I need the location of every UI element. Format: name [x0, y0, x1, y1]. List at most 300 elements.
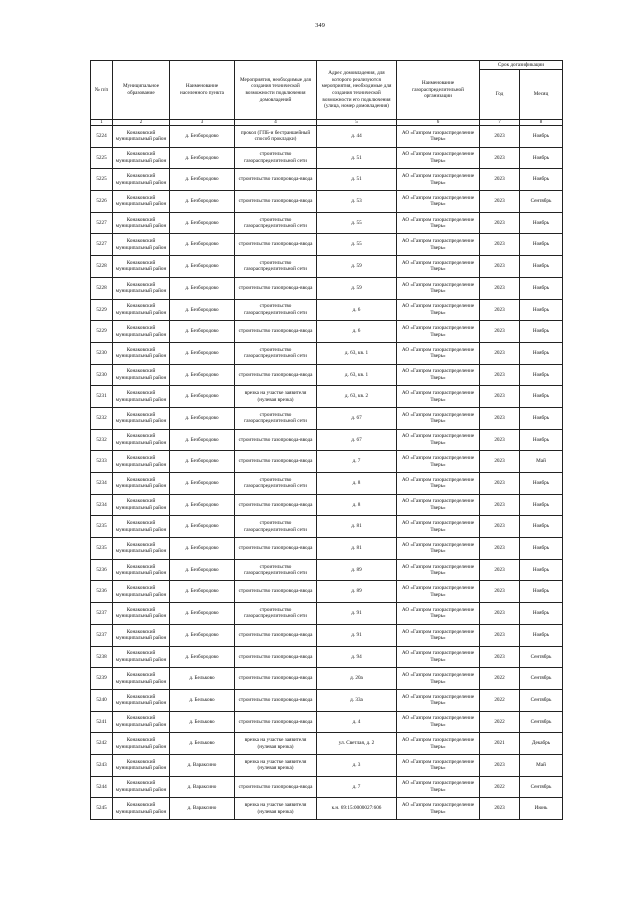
- settlement-cell: д. Бельково: [170, 689, 235, 711]
- organization-cell: АО «Газпром газораспределение Тверь»: [397, 668, 480, 690]
- year-cell: 2023: [480, 212, 520, 234]
- settlement-cell: д. Безбородово: [170, 559, 235, 581]
- row-number: 5243: [91, 754, 113, 776]
- table-row: [91, 321, 563, 343]
- settlement-cell: д. Безбородово: [170, 321, 235, 343]
- header-address: Адрес домовладения, для которого реализуются мероприятия, необходимые для создания технической возможности его подключения (улица, номер домовладения): [317, 61, 397, 120]
- organization-cell: АО «Газпром газораспределение Тверь»: [397, 212, 480, 234]
- settlement-cell: д. Безбородово: [170, 494, 235, 516]
- table-row: [91, 451, 563, 473]
- organization-cell: АО «Газпром газораспределение Тверь»: [397, 126, 480, 148]
- measure-cell: строительство газопровода-ввода: [235, 646, 317, 668]
- address-cell: д. 67: [317, 407, 397, 429]
- address-cell: д. 53: [317, 191, 397, 213]
- row-number: 5229: [91, 321, 113, 343]
- municipality-cell: Конаковский муниципальный район: [113, 429, 170, 451]
- municipality-cell: Конаковский муниципальный район: [113, 473, 170, 495]
- measure-cell: строительство газопровода-ввода: [235, 581, 317, 603]
- address-cell: д. 63, кв. 1: [317, 342, 397, 364]
- month-cell: Ноябрь: [520, 386, 563, 408]
- settlement-cell: д. Безбородово: [170, 646, 235, 668]
- column-number: 7: [480, 120, 520, 126]
- month-cell: Ноябрь: [520, 147, 563, 169]
- year-cell: 2022: [480, 776, 520, 798]
- year-cell: 2023: [480, 798, 520, 820]
- month-cell: Ноябрь: [520, 364, 563, 386]
- header-settlement: Наименование населенного пункта: [170, 61, 235, 120]
- measure-cell: строительство газопровода-ввода: [235, 191, 317, 213]
- row-number: 5241: [91, 711, 113, 733]
- settlement-cell: д. Безбородово: [170, 342, 235, 364]
- settlement-cell: д. Безбородово: [170, 473, 235, 495]
- year-cell: 2023: [480, 126, 520, 148]
- measure-cell: врезка на участке заявителя (нулевая врезка): [235, 798, 317, 820]
- header-measures: Мероприятия, необходимые для создания технической возможности подключения домовладений: [235, 61, 317, 120]
- header-municipality: Муниципальное образование: [113, 61, 170, 120]
- settlement-cell: д. Безбородово: [170, 538, 235, 560]
- month-cell: Декабрь: [520, 733, 563, 755]
- settlement-cell: д. Безбородово: [170, 386, 235, 408]
- organization-cell: АО «Газпром газораспределение Тверь»: [397, 277, 480, 299]
- address-cell: д. 51: [317, 169, 397, 191]
- municipality-cell: Конаковский муниципальный район: [113, 234, 170, 256]
- month-cell: Ноябрь: [520, 624, 563, 646]
- organization-cell: АО «Газпром газораспределение Тверь»: [397, 234, 480, 256]
- organization-cell: АО «Газпром газораспределение Тверь»: [397, 321, 480, 343]
- measure-cell: строительство газораспределительной сети: [235, 603, 317, 625]
- organization-cell: АО «Газпром газораспределение Тверь»: [397, 429, 480, 451]
- address-cell: д. 89: [317, 581, 397, 603]
- settlement-cell: д. Безбородово: [170, 126, 235, 148]
- table-row: [91, 364, 563, 386]
- table-row: [91, 147, 563, 169]
- year-cell: 2021: [480, 733, 520, 755]
- table-row: [91, 711, 563, 733]
- month-cell: Май: [520, 754, 563, 776]
- header-deadline-group: Срок догазификации: [480, 61, 563, 70]
- settlement-cell: д. Безбородово: [170, 451, 235, 473]
- year-cell: 2022: [480, 668, 520, 690]
- table-row: [91, 538, 563, 560]
- column-number: 5: [317, 120, 397, 126]
- month-cell: Ноябрь: [520, 516, 563, 538]
- month-cell: Ноябрь: [520, 473, 563, 495]
- table-header: [91, 61, 563, 126]
- municipality-cell: Конаковский муниципальный район: [113, 754, 170, 776]
- table-row: [91, 624, 563, 646]
- row-number: 5226: [91, 191, 113, 213]
- year-cell: 2023: [480, 256, 520, 278]
- measure-cell: строительство газораспределительной сети: [235, 147, 317, 169]
- table-row: [91, 646, 563, 668]
- municipality-cell: Конаковский муниципальный район: [113, 299, 170, 321]
- settlement-cell: д. Безбородово: [170, 364, 235, 386]
- year-cell: 2023: [480, 451, 520, 473]
- row-number: 5232: [91, 429, 113, 451]
- header-organization: Наименование газораспределительной организации: [397, 61, 480, 120]
- table-row: [91, 342, 563, 364]
- measure-cell: строительство газопровода-ввода: [235, 169, 317, 191]
- measure-cell: строительство газопровода-ввода: [235, 494, 317, 516]
- measure-cell: строительство газораспределительной сети: [235, 212, 317, 234]
- year-cell: 2023: [480, 234, 520, 256]
- row-number: 5230: [91, 342, 113, 364]
- row-number: 5237: [91, 624, 113, 646]
- measure-cell: прокол (ГПБ-и бестраншейный способ прокладки): [235, 126, 317, 148]
- settlement-cell: д. Безбородово: [170, 624, 235, 646]
- measure-cell: строительство газопровода-ввода: [235, 277, 317, 299]
- year-cell: 2023: [480, 386, 520, 408]
- page-number: 349: [315, 22, 325, 29]
- address-cell: д. 7: [317, 776, 397, 798]
- organization-cell: АО «Газпром газораспределение Тверь»: [397, 581, 480, 603]
- row-number: 5229: [91, 299, 113, 321]
- address-cell: д. 8: [317, 473, 397, 495]
- month-cell: Июнь: [520, 798, 563, 820]
- measure-cell: строительство газопровода-ввода: [235, 776, 317, 798]
- address-cell: д. 44: [317, 126, 397, 148]
- row-number: 5234: [91, 473, 113, 495]
- organization-cell: АО «Газпром газораспределение Тверь»: [397, 559, 480, 581]
- column-number: 6: [397, 120, 480, 126]
- row-number: 5231: [91, 386, 113, 408]
- settlement-cell: д. Вараксино: [170, 798, 235, 820]
- month-cell: Ноябрь: [520, 169, 563, 191]
- measure-cell: строительство газопровода-ввода: [235, 538, 317, 560]
- row-number: 5236: [91, 581, 113, 603]
- municipality-cell: Конаковский муниципальный район: [113, 581, 170, 603]
- measure-cell: строительство газопровода-ввода: [235, 321, 317, 343]
- table-row: [91, 234, 563, 256]
- year-cell: 2023: [480, 321, 520, 343]
- row-number: 5234: [91, 494, 113, 516]
- year-cell: 2022: [480, 689, 520, 711]
- settlement-cell: д. Безбородово: [170, 147, 235, 169]
- municipality-cell: Конаковский муниципальный район: [113, 733, 170, 755]
- municipality-cell: Конаковский муниципальный район: [113, 668, 170, 690]
- year-cell: 2023: [480, 364, 520, 386]
- organization-cell: АО «Газпром газораспределение Тверь»: [397, 256, 480, 278]
- settlement-cell: д. Безбородово: [170, 603, 235, 625]
- row-number: 5233: [91, 451, 113, 473]
- address-cell: д. 6: [317, 321, 397, 343]
- year-cell: 2023: [480, 754, 520, 776]
- settlement-cell: д. Бельково: [170, 711, 235, 733]
- municipality-cell: Конаковский муниципальный район: [113, 689, 170, 711]
- column-number: 2: [113, 120, 170, 126]
- table-row: [91, 212, 563, 234]
- table-row: [91, 386, 563, 408]
- month-cell: Ноябрь: [520, 126, 563, 148]
- month-cell: Сентябрь: [520, 711, 563, 733]
- municipality-cell: Конаковский муниципальный район: [113, 516, 170, 538]
- organization-cell: АО «Газпром газораспределение Тверь»: [397, 473, 480, 495]
- year-cell: 2023: [480, 603, 520, 625]
- header-month: Месяц: [520, 70, 563, 120]
- row-number: 5224: [91, 126, 113, 148]
- organization-cell: АО «Газпром газораспределение Тверь»: [397, 386, 480, 408]
- settlement-cell: д. Безбородово: [170, 256, 235, 278]
- month-cell: Ноябрь: [520, 559, 563, 581]
- row-number: 5232: [91, 407, 113, 429]
- organization-cell: АО «Газпром газораспределение Тверь»: [397, 538, 480, 560]
- table-row: [91, 689, 563, 711]
- organization-cell: АО «Газпром газораспределение Тверь»: [397, 407, 480, 429]
- municipality-cell: Конаковский муниципальный район: [113, 191, 170, 213]
- organization-cell: АО «Газпром газораспределение Тверь»: [397, 733, 480, 755]
- measure-cell: строительство газораспределительной сети: [235, 473, 317, 495]
- municipality-cell: Конаковский муниципальный район: [113, 407, 170, 429]
- measure-cell: врезка на участке заявителя (нулевая врезка): [235, 754, 317, 776]
- measure-cell: строительство газопровода-ввода: [235, 624, 317, 646]
- row-number: 5236: [91, 559, 113, 581]
- row-number: 5242: [91, 733, 113, 755]
- organization-cell: АО «Газпром газораспределение Тверь»: [397, 451, 480, 473]
- municipality-cell: Конаковский муниципальный район: [113, 776, 170, 798]
- organization-cell: АО «Газпром газораспределение Тверь»: [397, 299, 480, 321]
- row-number: 5227: [91, 234, 113, 256]
- table-row: [91, 668, 563, 690]
- row-number: 5235: [91, 538, 113, 560]
- month-cell: Ноябрь: [520, 277, 563, 299]
- organization-cell: АО «Газпром газораспределение Тверь»: [397, 646, 480, 668]
- address-cell: д. 63, кв. 1: [317, 364, 397, 386]
- year-cell: 2023: [480, 559, 520, 581]
- measure-cell: врезка на участке заявителя (нулевая врезка): [235, 733, 317, 755]
- year-cell: 2023: [480, 169, 520, 191]
- municipality-cell: Конаковский муниципальный район: [113, 386, 170, 408]
- header-number: № п/п: [91, 61, 113, 120]
- measure-cell: строительство газопровода-ввода: [235, 234, 317, 256]
- municipality-cell: Конаковский муниципальный район: [113, 321, 170, 343]
- column-number: 3: [170, 120, 235, 126]
- address-cell: д. 91: [317, 624, 397, 646]
- row-number: 5240: [91, 689, 113, 711]
- measure-cell: строительство газораспределительной сети: [235, 299, 317, 321]
- organization-cell: АО «Газпром газораспределение Тверь»: [397, 689, 480, 711]
- table-row: [91, 473, 563, 495]
- measure-cell: строительство газопровода-ввода: [235, 668, 317, 690]
- year-cell: 2023: [480, 342, 520, 364]
- year-cell: 2023: [480, 646, 520, 668]
- column-number: 1: [91, 120, 113, 126]
- address-cell: д. 33а: [317, 689, 397, 711]
- table-row: [91, 733, 563, 755]
- organization-cell: АО «Газпром газораспределение Тверь»: [397, 776, 480, 798]
- organization-cell: АО «Газпром газораспределение Тверь»: [397, 603, 480, 625]
- year-cell: 2023: [480, 624, 520, 646]
- address-cell: д. 55: [317, 212, 397, 234]
- measure-cell: строительство газораспределительной сети: [235, 407, 317, 429]
- table-row: [91, 798, 563, 820]
- month-cell: Ноябрь: [520, 256, 563, 278]
- municipality-cell: Конаковский муниципальный район: [113, 559, 170, 581]
- year-cell: 2023: [480, 407, 520, 429]
- measure-cell: строительство газопровода-ввода: [235, 364, 317, 386]
- address-cell: д. 67: [317, 429, 397, 451]
- address-cell: д. 91: [317, 603, 397, 625]
- row-number: 5225: [91, 169, 113, 191]
- month-cell: Ноябрь: [520, 494, 563, 516]
- settlement-cell: д. Безбородово: [170, 277, 235, 299]
- address-cell: д. 59: [317, 256, 397, 278]
- organization-cell: АО «Газпром газораспределение Тверь»: [397, 516, 480, 538]
- column-number: 8: [520, 120, 563, 126]
- municipality-cell: Конаковский муниципальный район: [113, 711, 170, 733]
- address-cell: к.н. 69:15:0000027:606: [317, 798, 397, 820]
- address-cell: д. 81: [317, 538, 397, 560]
- municipality-cell: Конаковский муниципальный район: [113, 603, 170, 625]
- address-cell: д. 8: [317, 494, 397, 516]
- month-cell: Ноябрь: [520, 407, 563, 429]
- address-cell: ул. Светлая, д. 2: [317, 733, 397, 755]
- row-number: 5230: [91, 364, 113, 386]
- measure-cell: строительство газораспределительной сети: [235, 256, 317, 278]
- organization-cell: АО «Газпром газораспределение Тверь»: [397, 711, 480, 733]
- municipality-cell: Конаковский муниципальный район: [113, 646, 170, 668]
- measure-cell: строительство газораспределительной сети: [235, 559, 317, 581]
- settlement-cell: д. Бельково: [170, 668, 235, 690]
- settlement-cell: д. Безбородово: [170, 234, 235, 256]
- table-row: [91, 277, 563, 299]
- month-cell: Ноябрь: [520, 234, 563, 256]
- table-row: [91, 191, 563, 213]
- municipality-cell: Конаковский муниципальный район: [113, 364, 170, 386]
- measure-cell: строительство газораспределительной сети: [235, 342, 317, 364]
- organization-cell: АО «Газпром газораспределение Тверь»: [397, 169, 480, 191]
- month-cell: Сентябрь: [520, 689, 563, 711]
- month-cell: Сентябрь: [520, 646, 563, 668]
- month-cell: Ноябрь: [520, 321, 563, 343]
- organization-cell: АО «Газпром газораспределение Тверь»: [397, 754, 480, 776]
- settlement-cell: д. Безбородово: [170, 429, 235, 451]
- organization-cell: АО «Газпром газораспределение Тверь»: [397, 798, 480, 820]
- row-number: 5245: [91, 798, 113, 820]
- row-number: 5235: [91, 516, 113, 538]
- column-number: 4: [235, 120, 317, 126]
- municipality-cell: Конаковский муниципальный район: [113, 538, 170, 560]
- address-cell: д. 51: [317, 147, 397, 169]
- address-cell: д. 59: [317, 277, 397, 299]
- year-cell: 2023: [480, 538, 520, 560]
- measure-cell: строительство газопровода-ввода: [235, 711, 317, 733]
- address-cell: д. 3: [317, 754, 397, 776]
- gasification-table: [90, 60, 563, 820]
- row-number: 5244: [91, 776, 113, 798]
- organization-cell: АО «Газпром газораспределение Тверь»: [397, 364, 480, 386]
- municipality-cell: Конаковский муниципальный район: [113, 798, 170, 820]
- address-cell: д. 81: [317, 516, 397, 538]
- settlement-cell: д. Вараксино: [170, 754, 235, 776]
- table-row: [91, 603, 563, 625]
- address-cell: д. 89: [317, 559, 397, 581]
- table-row: [91, 169, 563, 191]
- year-cell: 2023: [480, 429, 520, 451]
- organization-cell: АО «Газпром газораспределение Тверь»: [397, 147, 480, 169]
- organization-cell: АО «Газпром газораспределение Тверь»: [397, 191, 480, 213]
- settlement-cell: д. Безбородово: [170, 581, 235, 603]
- municipality-cell: Конаковский муниципальный район: [113, 212, 170, 234]
- table-row: [91, 494, 563, 516]
- settlement-cell: д. Безбородово: [170, 169, 235, 191]
- year-cell: 2023: [480, 191, 520, 213]
- row-number: 5225: [91, 147, 113, 169]
- table-row: [91, 559, 563, 581]
- row-number: 5239: [91, 668, 113, 690]
- year-cell: 2023: [480, 277, 520, 299]
- settlement-cell: д. Безбородово: [170, 299, 235, 321]
- row-number: 5237: [91, 603, 113, 625]
- table-row: [91, 407, 563, 429]
- table-row: [91, 581, 563, 603]
- table-row: [91, 516, 563, 538]
- table-body: [91, 126, 563, 820]
- address-cell: д. 4: [317, 711, 397, 733]
- year-cell: 2023: [480, 473, 520, 495]
- measure-cell: врезка на участке заявителя (нулевая врезка): [235, 386, 317, 408]
- municipality-cell: Конаковский муниципальный район: [113, 169, 170, 191]
- municipality-cell: Конаковский муниципальный район: [113, 624, 170, 646]
- municipality-cell: Конаковский муниципальный район: [113, 277, 170, 299]
- measure-cell: строительство газопровода-ввода: [235, 689, 317, 711]
- organization-cell: АО «Газпром газораспределение Тверь»: [397, 624, 480, 646]
- municipality-cell: Конаковский муниципальный район: [113, 256, 170, 278]
- organization-cell: АО «Газпром газораспределение Тверь»: [397, 494, 480, 516]
- settlement-cell: д. Безбородово: [170, 516, 235, 538]
- measure-cell: строительство газопровода-ввода: [235, 451, 317, 473]
- year-cell: 2023: [480, 299, 520, 321]
- month-cell: Ноябрь: [520, 603, 563, 625]
- year-cell: 2023: [480, 494, 520, 516]
- address-cell: д. 55: [317, 234, 397, 256]
- table-row: [91, 299, 563, 321]
- month-cell: Ноябрь: [520, 342, 563, 364]
- month-cell: Май: [520, 451, 563, 473]
- settlement-cell: д. Вараксино: [170, 776, 235, 798]
- table-row: [91, 754, 563, 776]
- settlement-cell: д. Безбородово: [170, 407, 235, 429]
- year-cell: 2023: [480, 516, 520, 538]
- table-row: [91, 776, 563, 798]
- address-cell: д. 63, кв. 2: [317, 386, 397, 408]
- organization-cell: АО «Газпром газораспределение Тверь»: [397, 342, 480, 364]
- measure-cell: строительство газопровода-ввода: [235, 429, 317, 451]
- year-cell: 2023: [480, 147, 520, 169]
- month-cell: Ноябрь: [520, 538, 563, 560]
- address-cell: д. 7: [317, 451, 397, 473]
- year-cell: 2022: [480, 711, 520, 733]
- header-year: Год: [480, 70, 520, 120]
- address-cell: д. 94: [317, 646, 397, 668]
- row-number: 5228: [91, 277, 113, 299]
- table-row: [91, 256, 563, 278]
- address-cell: д. 6: [317, 299, 397, 321]
- municipality-cell: Конаковский муниципальный район: [113, 451, 170, 473]
- month-cell: Ноябрь: [520, 429, 563, 451]
- year-cell: 2023: [480, 581, 520, 603]
- row-number: 5238: [91, 646, 113, 668]
- month-cell: Ноябрь: [520, 212, 563, 234]
- row-number: 5228: [91, 256, 113, 278]
- settlement-cell: д. Бельково: [170, 733, 235, 755]
- month-cell: Ноябрь: [520, 299, 563, 321]
- row-number: 5227: [91, 212, 113, 234]
- table-row: [91, 429, 563, 451]
- address-cell: д. 20а: [317, 668, 397, 690]
- measure-cell: строительство газораспределительной сети: [235, 516, 317, 538]
- month-cell: Ноябрь: [520, 581, 563, 603]
- municipality-cell: Конаковский муниципальный район: [113, 126, 170, 148]
